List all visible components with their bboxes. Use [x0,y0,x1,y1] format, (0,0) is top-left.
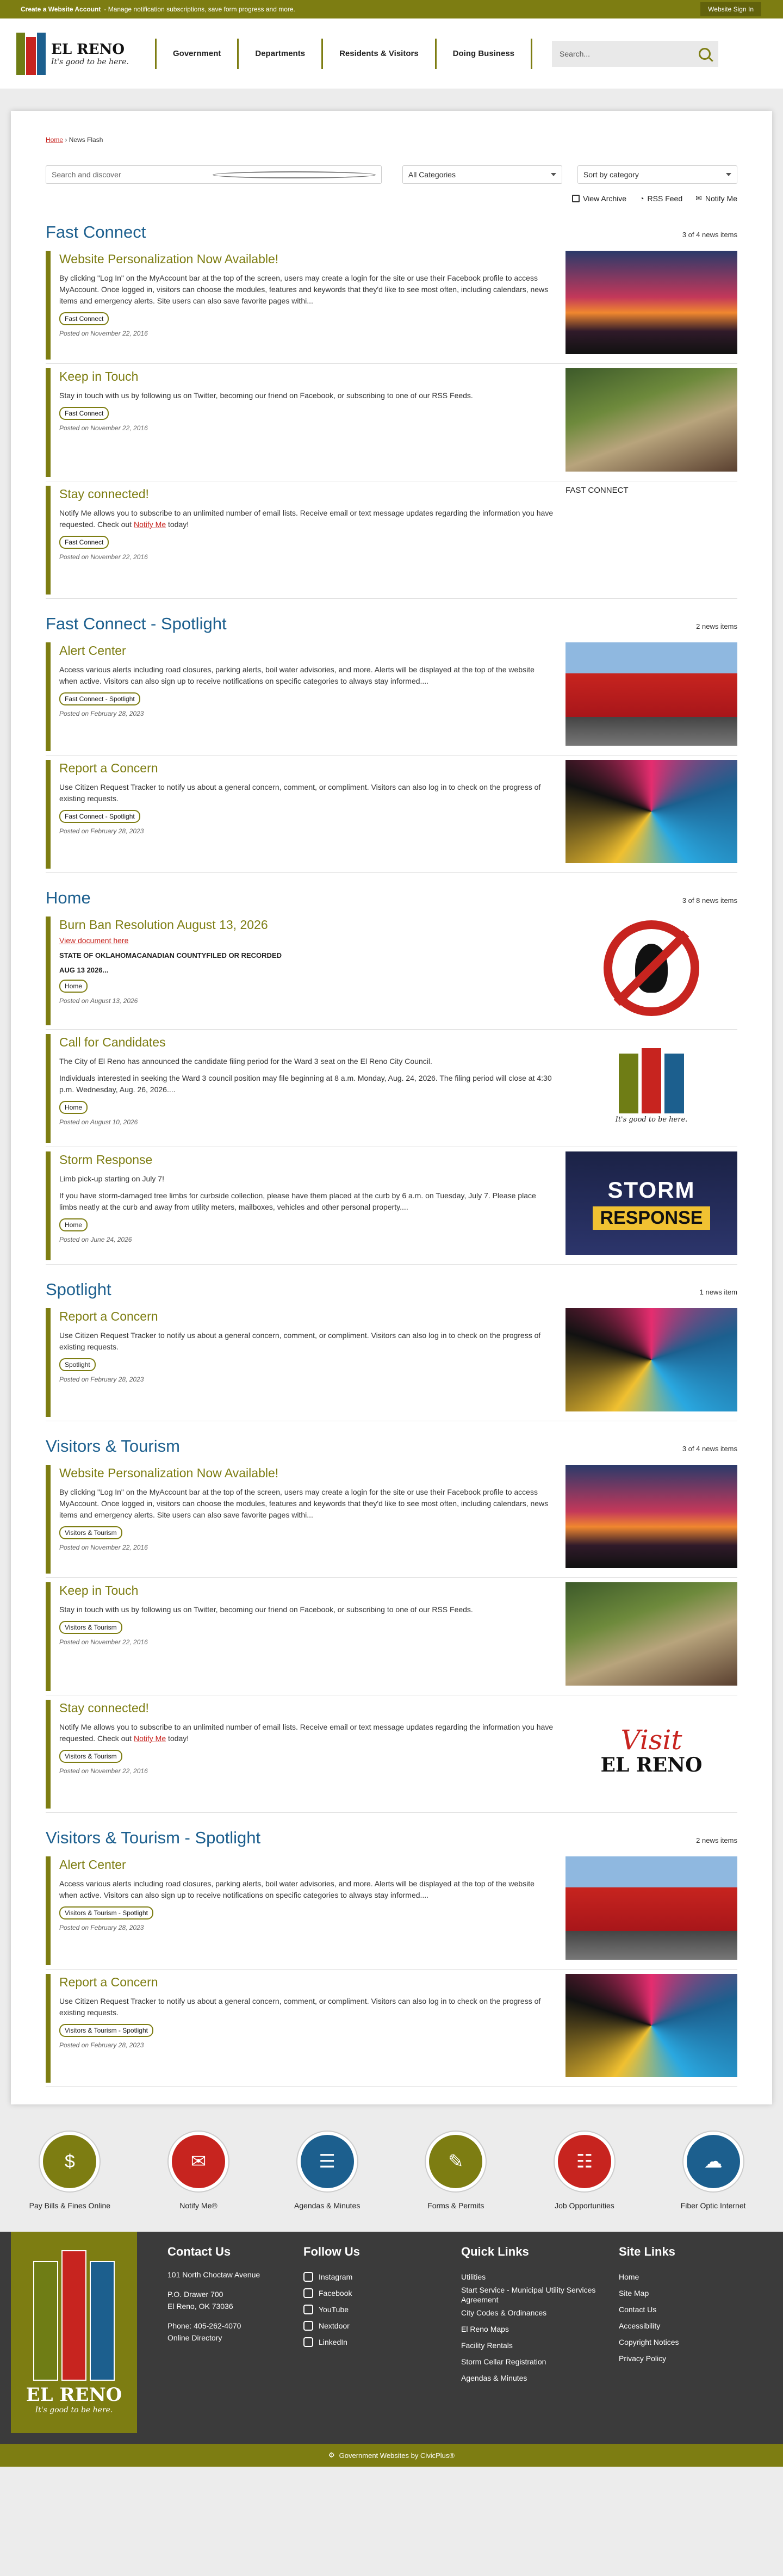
news-item-text [59,1330,555,1353]
nav-doing-business[interactable]: Doing Business [435,39,532,69]
news-section [46,886,737,1260]
news-item-text [59,1996,555,2018]
linkedin-icon [303,2337,313,2347]
posted-date: Posted on February 28, 2023 [59,710,144,717]
posted-date: Posted on November 22, 2016 [59,1638,148,1646]
site-footer [0,2232,783,2444]
news-item-text: Individuals interested in seeking the Ward 3 council position may file beginning at 8 a.m. Monday, Aug. 24, 2026. The filing period will close at 4:30 p.m. Wednesday, Aug. 26, 2026.... [59,1074,552,1094]
search-icon[interactable] [699,48,711,60]
news-item-text [59,507,555,530]
site-search-input[interactable] [552,41,718,67]
news-item-body [51,1974,566,2083]
news-item-thumbnail[interactable] [566,1700,737,1803]
quick-link-notify[interactable] [141,2132,256,2210]
quick-links [461,2232,602,2444]
section-count: 3 of 8 news items [682,896,737,905]
contact-title: Contact Us [167,2245,231,2258]
account-bar-text: - Manage notification subscriptions, save form progress and more. [104,5,295,13]
quick-link-item[interactable]: Start Service - Municipal Utility Services Agreement [461,2286,596,2304]
news-item [46,1465,737,1574]
thumbnail-text: Visit [620,1724,682,1756]
posted-date: Posted on February 28, 2023 [59,2041,144,2049]
news-item-text [59,782,555,804]
envelope-icon: ✉ [695,194,702,202]
news-item [46,1034,737,1143]
news-item-title[interactable]: Stay connected! [59,1701,149,1715]
news-item-thumbnail[interactable] [566,760,737,863]
news-item-thumbnail[interactable] [566,1151,737,1255]
agenda-icon: ☰ [297,2132,357,2191]
main-nav [155,39,532,69]
posted-date: Posted on November 22, 2016 [59,1767,148,1775]
news-section [46,220,737,595]
posted-date: Posted on February 28, 2023 [59,1924,144,1931]
thumbnail-text: It's good to be here. [615,1115,688,1124]
footer-flag-icon [33,2250,115,2381]
news-item-thumbnail[interactable] [566,1308,737,1411]
logo-tagline: It's good to be here. [51,57,129,66]
news-item-text [59,1173,555,1185]
notify-me-label: Notify Me [705,194,737,203]
accent-bar [46,368,51,477]
news-item-body [51,486,566,595]
news-item-text-part: Use Citizen Request Tracker to notify us about a general concern, comment, or compliment. Visitors can also log in to check on the progress of existing requests. [59,783,541,803]
news-item [46,1700,737,1809]
sort-select-value: Sort by category [583,170,639,179]
accent-bar [46,1582,51,1691]
news-item [46,1308,737,1417]
quick-link-item[interactable]: City Codes & Ordinances [461,2308,547,2317]
archive-icon [572,195,580,202]
accent-bar [46,642,51,751]
breadcrumb [46,111,737,144]
quick-link-label: Job Opportunities [555,2201,614,2210]
news-item-body [51,642,566,751]
news-item-title[interactable]: Alert Center [59,1857,126,1872]
section-title[interactable]: Spotlight [46,1280,111,1299]
youtube-icon [303,2305,313,2314]
news-item-text-part: today! [166,1734,189,1743]
contact-us [167,2232,293,2444]
section-count: 1 news item [699,1288,737,1296]
accent-bar [46,1465,51,1574]
news-item-text [59,273,555,307]
fiber-icon: ☁ [683,2132,743,2191]
chevron-down-icon [726,173,731,176]
news-item-body [51,1465,566,1574]
news-item-title[interactable]: Stay connected! [59,487,149,501]
section-header [46,1434,737,1456]
news-search-placeholder: Search and discover [52,170,121,179]
social-link-linkedin[interactable] [303,2334,434,2350]
accent-bar [46,1974,51,2083]
accent-bar [46,917,51,1025]
nav-residents-visitors[interactable]: Residents & Visitors [321,39,435,69]
site-link-item[interactable]: Site Map [619,2289,649,2298]
news-item [46,251,737,360]
news-item-body [51,760,566,869]
posted-date: Posted on February 28, 2023 [59,827,144,835]
news-item-text-part: Limb pick-up starting on July 7! [59,1174,164,1183]
news-item-body [51,368,566,477]
quick-link-forms[interactable] [399,2132,513,2210]
powered-by-bar [0,2444,783,2467]
news-item-thumbnail[interactable] [566,1465,737,1568]
thumbnail-text: STORM [607,1176,695,1203]
news-item-text-part: Use Citizen Request Tracker to notify us about a general concern, comment, or compliment. Visitors can also log in to check on the progress of existing requests. [59,1331,541,1351]
category-tag[interactable]: Fast Connect [59,407,109,420]
flag-stripe [664,1054,684,1113]
nav-government[interactable]: Government [155,39,237,69]
category-tag[interactable]: Fast Connect - Spotlight [59,810,140,823]
news-section [46,612,737,869]
logo-flag-icon [16,33,47,75]
news-item-title[interactable]: Report a Concern [59,1309,158,1323]
notify-icon: ✉ [169,2132,228,2191]
news-search-input[interactable] [46,165,382,184]
view-archive-link[interactable] [572,194,626,203]
quick-link-label: Pay Bills & Fines Online [29,2201,111,2210]
social-link-label: Facebook [319,2289,352,2298]
section-header [46,1826,737,1848]
news-section [46,1278,737,1417]
section-count: 3 of 4 news items [682,231,737,239]
social-link-label: Instagram [319,2272,353,2281]
news-item-text [59,1604,555,1615]
breadcrumb-separator: › [63,136,69,144]
search-icon [213,171,376,178]
category-tag[interactable]: Home [59,980,88,993]
news-item-text [59,1056,555,1067]
section-title[interactable]: Home [46,888,91,907]
news-item-thumbnail[interactable] [566,368,737,472]
quick-link-label: Forms & Permits [427,2201,484,2210]
powered-by-link[interactable]: Government Websites by CivicPlus® [339,2451,455,2460]
news-item [46,1974,737,2083]
site-links [619,2232,728,2444]
follow-title: Follow Us [303,2245,360,2258]
section-title[interactable]: Fast Connect [46,222,146,242]
accent-bar [46,1700,51,1809]
category-tag[interactable]: Visitors & Tourism [59,1526,122,1539]
social-link-label: Nextdoor [319,2321,350,2330]
section-count: 3 of 4 news items [682,1445,737,1453]
news-item-thumbnail[interactable] [566,251,737,354]
social-link-label: YouTube [319,2305,349,2314]
news-item [46,642,737,751]
news-item [46,917,737,1025]
accent-bar [46,1034,51,1143]
news-item-text-part: today! [166,520,189,529]
contact-city: El Reno, OK 73036 [167,2302,233,2311]
news-section [46,1826,737,2083]
news-item-text: If you have storm-damaged tree limbs for curbside collection, please have them placed at the curb by 6 a.m. on Tuesday, July 7. Please place limbs neatly at the curb and away from utility meters, mailboxes, vehicles and other personal property.... [59,1191,536,1211]
breadcrumb-current: News Flash [69,136,103,144]
posted-date: Posted on August 10, 2026 [59,1118,138,1126]
quick-link-label: Agendas & Minutes [294,2201,361,2210]
news-item [46,486,737,595]
news-item [46,1856,737,1965]
thumbnail-text: RESPONSE [593,1206,711,1230]
section-header [46,612,737,634]
view-document-link[interactable]: View document here [59,936,129,945]
news-item-title[interactable]: Keep in Touch [59,369,139,383]
accent-bar [46,1151,51,1260]
site-header [0,18,783,89]
news-item-thumbnail[interactable] [566,642,737,746]
view-archive-label: View Archive [583,194,627,203]
footer-logo-tagline: It's good to be here. [35,2406,113,2414]
posted-date: Posted on August 13, 2026 [59,997,138,1005]
el-reno-flag-icon [619,1048,684,1113]
news-flash-content [11,111,772,2104]
quick-link-item[interactable]: El Reno Maps [461,2325,509,2333]
site-link-item[interactable]: Accessibility [619,2321,661,2330]
news-item-body [51,251,566,360]
footer-logo[interactable] [11,2232,137,2433]
news-item-text [59,390,555,401]
news-item-title[interactable]: Website Personalization Now Available! [59,1466,279,1480]
accent-bar [46,1308,51,1417]
posted-date: Posted on November 22, 2016 [59,424,148,432]
quick-link-jobs[interactable] [527,2132,642,2210]
contact-address: 101 North Choctaw Avenue [167,2270,260,2279]
rss-feed-link[interactable] [639,194,682,203]
news-item-body [51,1582,566,1691]
news-item-text [59,1722,555,1744]
account-bar [0,0,783,18]
news-item-text [59,664,555,687]
social-link-instagram[interactable] [303,2269,434,2285]
notify-me-inline-link[interactable]: Notify Me [133,1734,166,1743]
sign-in-button[interactable]: Website Sign In [700,2,761,16]
news-item-body [51,1151,566,1260]
breadcrumb-home[interactable]: Home [46,136,64,144]
no-burning-icon [604,920,699,1016]
news-filters [46,165,737,184]
nav-departments[interactable]: Departments [237,39,321,69]
civicplus-icon: ⚙ [328,2451,335,2459]
footer-logo-name: EL RENO [26,2384,122,2406]
quick-icon-links [0,2104,783,2232]
accent-bar [46,760,51,869]
accent-bar [46,486,51,595]
bill-icon: $ [40,2132,100,2191]
category-tag[interactable]: Home [59,1101,88,1114]
news-item-text-part: Stay in touch with us by following us on Twitter, becoming our friend on Facebook, or subscribing to one of our RSS Feeds. [59,1605,473,1614]
news-item-title[interactable]: Burn Ban Resolution August 13, 2026 [59,918,268,932]
quick-link-label: Fiber Optic Internet [680,2201,746,2210]
social-link-youtube[interactable] [303,2301,434,2318]
quick-link-item[interactable]: Agendas & Minutes [461,2374,527,2382]
news-item-text-part: By clicking "Log In" on the MyAccount bar at the top of the screen, users may create a login for the site or use their Facebook profile to access MyAccount. Once logged in, visitors can choose the modules, features and keywords that they'd like to see most often, including calendars, news items and emergency alerts. Site users can also save favorite pages withi... [59,1488,549,1519]
site-link-item[interactable]: Home [619,2272,639,2281]
news-item-text-bold: STATE OF OKLAHOMACANADIAN COUNTYFILED OR RECORDED [59,951,282,959]
category-tag[interactable]: Visitors & Tourism [59,1750,122,1763]
news-item-title[interactable]: Alert Center [59,643,126,658]
site-link-item[interactable]: Copyright Notices [619,2338,679,2346]
site-links-title: Site Links [619,2245,675,2258]
posted-date: Posted on November 22, 2016 [59,553,148,561]
category-tag[interactable]: Visitors & Tourism [59,1621,122,1634]
site-link-item[interactable]: Contact Us [619,2305,657,2314]
flag-stripe [619,1054,638,1113]
news-item-text-part: Notify Me allows you to subscribe to an unlimited number of email lists. Receive email or text message updates regarding the information you have requested. Check out [59,1723,554,1743]
news-item-text [59,1487,555,1521]
sort-select[interactable] [577,165,737,184]
news-item-text-part: Use Citizen Request Tracker to notify us about a general concern, comment, or compliment. Visitors can also log in to check on the progress of existing requests. [59,1997,541,2017]
quick-link-item[interactable]: Facility Rentals [461,2341,513,2350]
news-item-title[interactable]: Report a Concern [59,761,158,775]
social-link-label: LinkedIn [319,2338,347,2346]
quick-link-item[interactable]: Storm Cellar Registration [461,2357,546,2366]
section-title[interactable]: Visitors & Tourism [46,1436,180,1456]
news-item [46,1582,737,1691]
category-tag[interactable]: Fast Connect - Spotlight [59,692,140,705]
instagram-icon [303,2272,313,2282]
quick-links-title: Quick Links [461,2245,529,2258]
quick-link-label: Notify Me® [179,2201,217,2210]
news-item [46,760,737,869]
news-item-text-part: By clicking "Log In" on the MyAccount bar at the top of the screen, users may create a login for the site or use their Facebook profile to access MyAccount. Once logged in, visitors can choose the modules, features and keywords that they'd like to see most often, including calendars, news items and emergency alerts. Site users can also save favorite pages withi... [59,274,549,305]
news-item-thumbnail[interactable] [566,1034,737,1137]
social-link-nextdoor[interactable] [303,2318,434,2334]
news-item-body [51,1856,566,1965]
news-item-body [51,1034,566,1143]
news-item [46,1151,737,1260]
section-count: 2 news items [696,1836,737,1844]
account-bar-title[interactable]: Create a Website Account [21,5,101,13]
news-links [46,194,737,203]
rss-feed-label: RSS Feed [647,194,683,203]
news-sections [46,220,737,2083]
posted-date: Posted on February 28, 2023 [59,1376,144,1383]
news-item-text-part: Stay in touch with us by following us on Twitter, becoming our friend on Facebook, or subscribing to one of our RSS Feeds. [59,391,473,400]
news-item-title[interactable]: Report a Concern [59,1975,158,1989]
news-item-text-part: Notify Me allows you to subscribe to an unlimited number of email lists. Receive email or text message updates regarding the information you have requested. Check out [59,509,554,529]
rss-icon: ◔ [639,194,644,203]
nextdoor-icon [303,2321,313,2331]
accent-bar [46,1856,51,1965]
jobs-icon: ☷ [555,2132,614,2191]
news-item-body [51,917,566,1025]
news-item-text-part: Access various alerts including road closures, parking alerts, boil water advisories, and more. Alerts will be displayed at the top of the website when active. Visitors can also sign up to receive notifications on specific categories to always stay informed.... [59,665,535,685]
quick-link-item[interactable]: Utilities [461,2272,486,2281]
accent-bar [46,251,51,360]
news-item-body [51,1700,566,1809]
section-title[interactable]: Fast Connect - Spotlight [46,614,227,633]
section-header [46,220,737,242]
thumbnail-text: EL RENO [600,1754,703,1776]
category-tag[interactable]: Fast Connect [59,312,109,325]
posted-date: Posted on June 24, 2026 [59,1236,132,1243]
news-item-text [59,1878,555,1901]
news-item-text-part: Access various alerts including road closures, parking alerts, boil water advisories, and more. Alerts will be displayed at the top of the website when active. Visitors can also sign up to receive notifications on specific categories to always stay informed.... [59,1879,535,1899]
category-tag[interactable]: Visitors & Tourism - Spotlight [59,1906,153,1919]
section-header [46,886,737,908]
news-item-thumbnail[interactable] [566,1582,737,1686]
forms-icon: ✎ [426,2132,486,2191]
online-directory-link[interactable]: Online Directory [167,2333,222,2342]
quick-link-agenda[interactable] [270,2132,384,2210]
quick-link-bill[interactable] [13,2132,127,2210]
posted-date: Posted on November 22, 2016 [59,1544,148,1551]
facebook-icon [303,2288,313,2298]
category-select-value: All Categories [408,170,456,179]
chevron-down-icon [551,173,556,176]
contact-phone: Phone: 405-262-4070 [167,2321,241,2330]
posted-date: Posted on November 22, 2016 [59,330,148,337]
news-item-thumbnail[interactable] [566,917,737,1020]
news-item-thumbnail[interactable] [566,1974,737,2077]
follow-us [303,2232,434,2444]
news-item-text-part: The City of El Reno has announced the candidate filing period for the Ward 3 seat on the El Reno City Council. [59,1057,432,1066]
news-item-body [51,1308,566,1417]
category-tag[interactable]: Spotlight [59,1358,96,1371]
section-header [46,1278,737,1299]
notify-me-inline-link[interactable]: Notify Me [133,520,166,529]
flag-stripe [642,1048,661,1113]
notify-me-link[interactable] [695,194,737,203]
social-link-facebook[interactable] [303,2285,434,2301]
news-item-title[interactable]: Call for Candidates [59,1035,166,1049]
logo-name: EL RENO [51,41,125,58]
news-item-thumbnail[interactable] [566,1856,737,1960]
news-item-title[interactable]: Keep in Touch [59,1583,139,1597]
category-select[interactable] [402,165,562,184]
site-search-placeholder: Search... [560,49,591,58]
contact-po: P.O. Drawer 700 [167,2290,223,2299]
category-tag[interactable]: Home [59,1218,88,1231]
news-item-thumbnail[interactable] [566,486,737,589]
news-item-title[interactable]: Website Personalization Now Available! [59,252,279,266]
quick-link-fiber[interactable] [656,2132,770,2210]
site-link-item[interactable]: Privacy Policy [619,2354,667,2363]
flame-icon [635,944,668,993]
section-title[interactable]: Visitors & Tourism - Spotlight [46,1828,261,1847]
site-logo[interactable] [16,32,133,76]
news-item-text-bold: AUG 13 2026... [59,966,109,974]
category-tag[interactable]: Visitors & Tourism - Spotlight [59,2024,153,2037]
section-count: 2 news items [696,622,737,630]
news-section [46,1434,737,1809]
news-item-title[interactable]: Storm Response [59,1153,153,1167]
thumbnail-text: FAST CONNECT [566,486,629,495]
news-item [46,368,737,477]
category-tag[interactable]: Fast Connect [59,536,109,549]
